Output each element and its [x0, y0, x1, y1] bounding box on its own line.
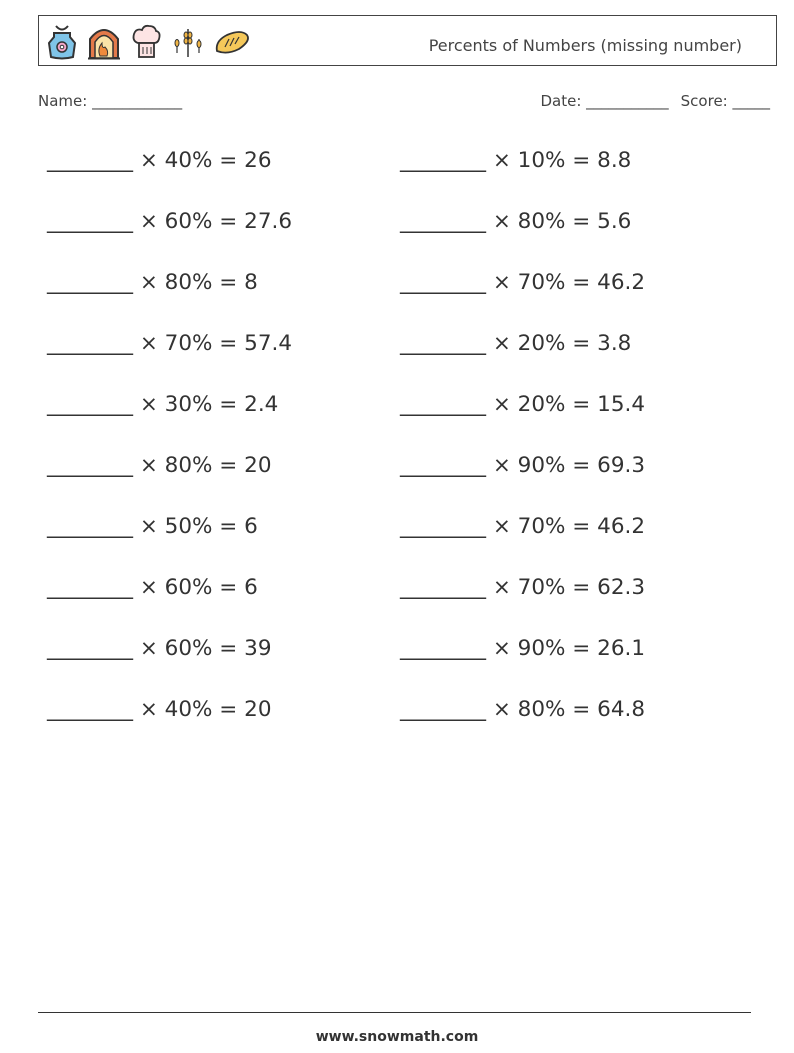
problem-right-4: ________ × 20% = 3.8 [400, 331, 632, 356]
problem-right-5: ________ × 20% = 15.4 [400, 392, 646, 417]
problem-right-8: ________ × 70% = 62.3 [400, 575, 646, 600]
problem-left-2: ________ × 60% = 27.6 [47, 209, 293, 234]
problem-left-4: ________ × 70% = 57.4 [47, 331, 293, 356]
problem-left-1: ________ × 40% = 26 [47, 148, 272, 173]
name-field: Name: ____________ [38, 92, 183, 110]
date-score-fields [540, 92, 770, 110]
problem-right-6: ________ × 90% = 69.3 [400, 453, 646, 478]
footer-url: www.snowmath.com [315, 1029, 479, 1045]
problem-right-7: ________ × 70% = 46.2 [400, 514, 646, 539]
problem-right-1: ________ × 10% = 8.8 [400, 148, 632, 173]
problem-left-5: ________ × 30% = 2.4 [47, 392, 279, 417]
problem-left-8: ________ × 60% = 6 [47, 575, 258, 600]
header-icons [45, 22, 251, 62]
apron-icon [45, 23, 79, 61]
oven-icon [87, 23, 121, 61]
problem-right-3: ________ × 70% = 46.2 [400, 270, 646, 295]
problem-right-2: ________ × 80% = 5.6 [400, 209, 632, 234]
wheat-icon [171, 23, 205, 61]
bread-icon [213, 23, 251, 61]
chef-hat-icon [129, 23, 163, 61]
problem-left-6: ________ × 80% = 20 [47, 453, 272, 478]
problem-right-9: ________ × 90% = 26.1 [400, 636, 646, 661]
worksheet-title: Percents of Numbers (missing number) [428, 36, 742, 55]
problem-left-3: ________ × 80% = 8 [47, 270, 258, 295]
score-field: Score: _____ [680, 92, 770, 110]
footer-divider [38, 1012, 751, 1013]
problem-left-9: ________ × 60% = 39 [47, 636, 272, 661]
problem-right-10: ________ × 80% = 64.8 [400, 697, 646, 722]
problem-left-10: ________ × 40% = 20 [47, 697, 272, 722]
worksheet-header [38, 15, 777, 66]
date-field: Date: ___________ [540, 92, 669, 110]
problem-left-7: ________ × 50% = 6 [47, 514, 258, 539]
